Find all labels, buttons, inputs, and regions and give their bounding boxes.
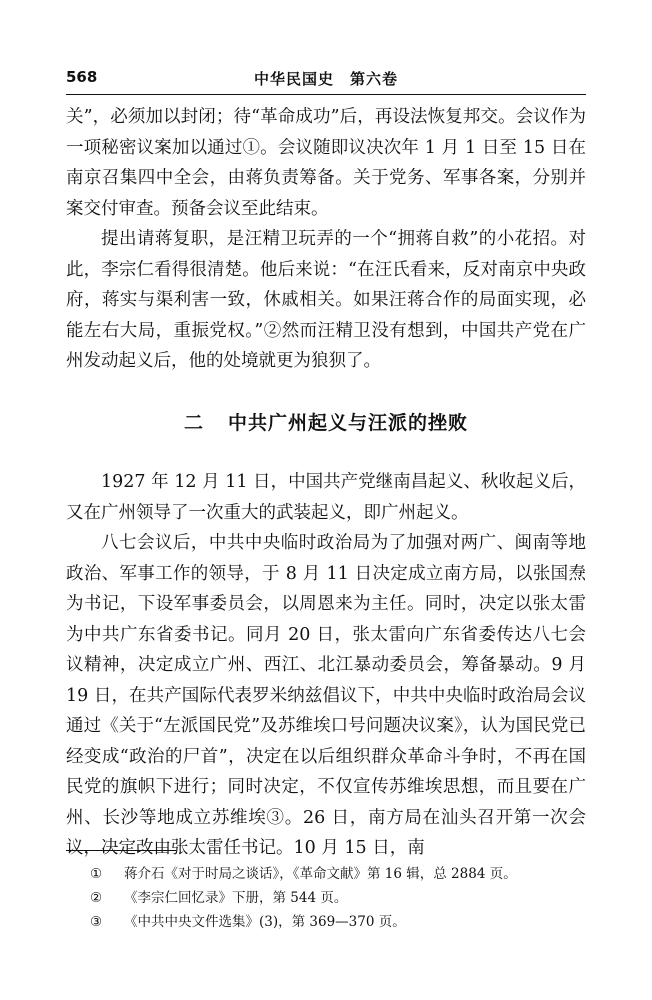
footnote [90, 886, 586, 910]
footnote-text: 《中共中央文件选集》(3)，第 369—370 页。 [124, 914, 406, 930]
section-heading [66, 408, 586, 435]
body-text-bottom [66, 467, 586, 864]
paragraph-continuation: 关”，必须加以封闭；待“革命成功”后，再设法恢复邦交。会议作为一项秘密议案加以通过①。会议随即议决次年 1 月 1 日至 15 日在南京召集四中全会，由蒋负责筹备。关于党务、军事各案，分别并案交付审查。预备会议至此结束。 [66, 107, 586, 219]
section-number: 二 [183, 412, 204, 434]
footnote-mark: ③ [90, 914, 103, 930]
footnotes [90, 862, 586, 934]
paragraph: 提出请蒋复职，是汪精卫玩弄的一个“拥蒋自救”的小花招。对此，李宗仁看得很清楚。他后来说：“在汪氏看来，反对南京中央政府，蒋实与渠利害一致，休戚相关。如果汪蒋合作的局面实现，必能左右大局，重振党权。”②然而汪精卫没有想到，中国共产党在广州发动起义后，他的处境就更为狼狈了。 [66, 229, 586, 371]
header-rule [66, 94, 586, 95]
footnote [90, 910, 586, 934]
footnote-mark: ② [90, 890, 103, 906]
running-title: 中华民国史 第六卷 [253, 70, 398, 88]
body-text-top [66, 102, 586, 377]
footnote-text: 蒋介石《对于时局之谈话》，《革命文献》第 16 辑，总 2884 页。 [124, 866, 517, 882]
page-number: 568 [66, 68, 98, 86]
footnote-rule [66, 850, 176, 851]
paragraph: 八七会议后，中共中央临时政治局为了加强对两广、闽南等地政治、军事工作的领导，于 8 月 11 日决定成立南方局，以张国焘为书记，下设军事委员会，以周恩来为主任。同时，决定以张太雷为中共广东省委书记。同月 20 日，张太雷向广东省委传达八七会议精神，决定成立广州、西江、北江暴动委员会，筹备暴动。9 月 19 日，在共产国际代表罗米纳兹倡议下，中共中央临时政治局会议通过《关于“左派国民党”及苏维埃口号问题决议案》，认为国民党已经变成“政治的尸首”，决定在以后组织群众革命斗争时，不再在国民党的旗帜下进行；同时决定，不仅宣传苏维埃思想，而且要在广州、长沙等地成立苏维埃③。26 日，南方局在汕头召开第一次会议，决定改由张太雷任书记。10 月 15 日，南 [66, 533, 586, 858]
page-header [66, 64, 586, 92]
section-title: 中共广州起义与汪派的挫败 [228, 412, 469, 434]
footnote [90, 862, 586, 886]
footnote-text: 《李宗仁回忆录》下册，第 544 页。 [124, 890, 348, 906]
paragraph: 1927 年 12 月 11 日，中国共产党继南昌起义、秋收起义后，又在广州领导了一次重大的武装起义，即广州起义。 [66, 472, 586, 523]
footnote-mark: ① [90, 866, 103, 882]
